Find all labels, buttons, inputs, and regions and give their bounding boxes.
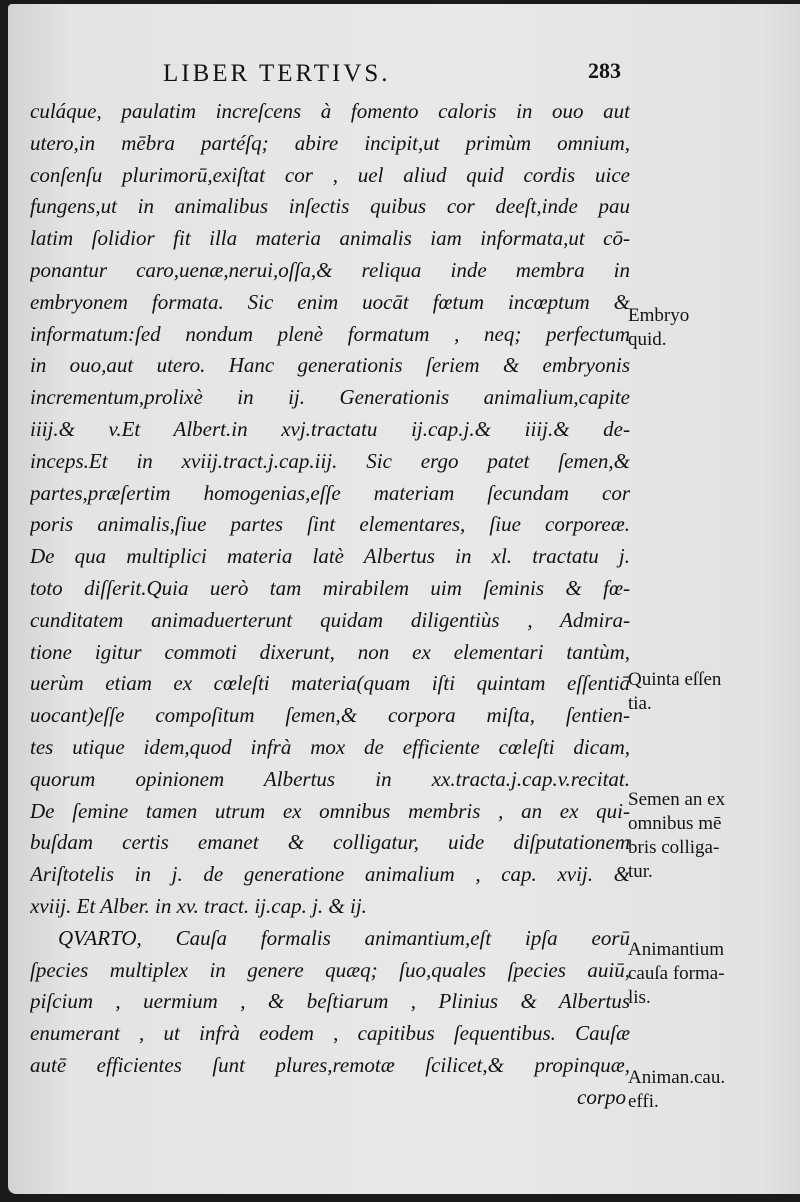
margin-note-line: tur.: [628, 861, 653, 882]
text-line: enumerant , ut infrà eodem , capitibus ſequentibus. Cauſæ: [30, 1021, 630, 1046]
text-line: uerùm etiam ex cœleſti materia(quam iſti quintam eſſentiā: [30, 671, 630, 696]
text-line: cunditatem animaduerterunt quidam diligentiùs , Admira-: [30, 607, 630, 632]
text-line: informatum:ſed nondum plenè formatum , neq; perfectum: [30, 321, 630, 346]
margin-note-semen: [628, 788, 798, 884]
text-line: ſpecies multiplex in genere quæq; ſuo,quales ſpecies auiū,: [30, 957, 630, 982]
margin-note-line: quid.: [628, 329, 667, 350]
text-line: uocant)eſſe compoſitum ſemen,& corpora miſta, ſentien-: [30, 703, 630, 728]
book-page: [8, 4, 800, 1194]
text-line: piſcium , uermium , & beſtiarum , Plinius & Albertus: [30, 989, 630, 1014]
text-line: fungens,ut in animalibus inſectis quibus cor deeſt,inde pau: [30, 194, 630, 219]
text-line: partes,præſertim homogenias,eſſe materiam ſecundam cor: [30, 480, 630, 505]
text-line: QVARTO, Cauſa formalis animantium,eſt ipſa eorū: [58, 925, 630, 950]
margin-note-embryo: [628, 304, 798, 352]
text-line: incrementum,prolixè in ij. Generationis animalium,capite: [30, 385, 630, 410]
text-line: culáque, paulatim increſcens à fomento caloris in ouo aut: [30, 99, 630, 123]
main-text-block: [30, 96, 630, 1114]
margin-note-line: Animan.cau.: [628, 1067, 726, 1088]
text-line: inceps.Et in xviij.tract.j.cap.iij. Sic ergo patet ſemen,&: [30, 448, 630, 473]
catchword: corpo: [577, 1084, 626, 1109]
margin-note-line: omnibus mē: [628, 813, 722, 834]
text-line: embryonem formata. Sic enim uocāt fœtum incœptum &: [30, 289, 630, 314]
text-line: xviij. Et Alber. in xv. tract. ij.cap. j. & ij.: [30, 893, 367, 918]
margin-note-line: Animantium: [628, 939, 725, 960]
margin-note-line: lis.: [628, 987, 651, 1008]
margin-note-line: cauſa forma-: [628, 963, 725, 984]
text-line: toto diſſerit.Quia uerò tam mirabilem uim ſeminis & fœ-: [30, 575, 630, 600]
text-line: De qua multiplici materia latè Albertus in xl. tractatu j.: [30, 544, 630, 569]
margin-note-line: tia.: [628, 693, 652, 714]
text-line: Ariſtotelis in j. de generatione animalium , cap. xvij. &: [30, 862, 630, 887]
text-line: in ouo,aut utero. Hanc generationis ſeriem & embryonis: [30, 353, 630, 378]
text-line: De ſemine tamen utrum ex omnibus membris , an ex qui-: [30, 798, 630, 823]
text-line: autē efficientes ſunt plures,remotæ ſcilicet,& propinquæ,: [30, 1052, 630, 1077]
running-head: LIBER TERTIVS.: [163, 60, 391, 87]
margin-note-line: bris colliga-: [628, 837, 720, 858]
text-line: buſdam certis emanet & colligatur, uide diſputationem: [30, 830, 630, 855]
text-line: quorum opinionem Albertus in xx.tracta.j.cap.v.recitat.: [30, 766, 630, 791]
margin-note-causa-formalis: [628, 938, 798, 1010]
text-line: ponantur caro,uenæ,nerui,oſſa,& reliqua inde membra in: [30, 257, 630, 282]
text-line: latim ſolidior fit illa materia animalis iam informata,ut cō-: [30, 226, 630, 251]
margin-note-line: Quinta eſſen: [628, 669, 722, 690]
text-line: utero,in mēbra partéſq; abire incipit,ut primùm omnium,: [30, 130, 630, 155]
text-line: poris animalis,ſiue partes ſint elementares, ſiue corporeæ.: [30, 512, 630, 537]
text-line: conſenſu plurimorū,exiſtat cor , uel aliud quid cordis uice: [30, 162, 630, 187]
margin-note-line: effi.: [628, 1091, 659, 1112]
text-line: iiij.& v.Et Albert.in xvj.tractatu ij.cap.j.& iiij.& de-: [30, 416, 630, 441]
text-line: tione igitur commoti dixerunt, non ex elementari tantùm,: [30, 639, 630, 664]
margin-note-line: Embryo: [628, 305, 690, 326]
page-number: 283: [588, 58, 621, 83]
margin-note-causa-efficiens: [628, 1066, 798, 1114]
text-line: tes utique idem,quod infrà mox de efficiente cœleſti dicam,: [30, 734, 630, 759]
margin-note-line: Semen an ex: [628, 789, 726, 810]
margin-notes: [628, 4, 800, 1194]
margin-note-quinta-essentia: [628, 668, 798, 716]
